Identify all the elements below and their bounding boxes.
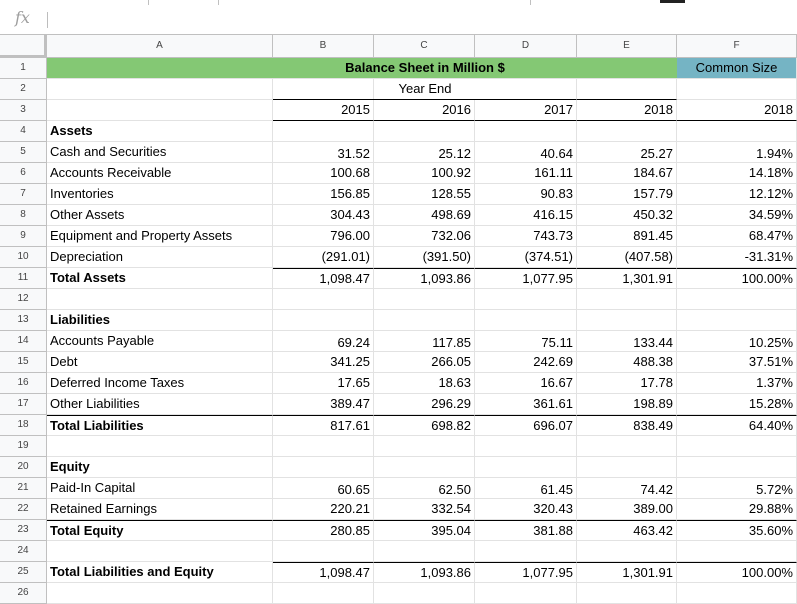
- cell-e4[interactable]: [577, 121, 677, 142]
- cell-e18[interactable]: 838.49: [577, 415, 677, 436]
- cell-a23[interactable]: Total Equity: [47, 520, 273, 541]
- cell-d10[interactable]: (374.51): [475, 247, 577, 268]
- row-header[interactable]: 4: [0, 121, 47, 142]
- cell-c2[interactable]: Year End: [323, 79, 527, 100]
- cell-b9[interactable]: 796.00: [273, 226, 374, 247]
- cell-a24[interactable]: [47, 541, 273, 562]
- cell-a10[interactable]: Depreciation: [47, 247, 273, 268]
- column-header-b[interactable]: B: [273, 35, 374, 58]
- cell-e6[interactable]: 184.67: [577, 163, 677, 184]
- cell-c24[interactable]: [374, 541, 475, 562]
- cell-e3[interactable]: 2018: [577, 100, 677, 121]
- cell-b16[interactable]: 17.65: [273, 373, 374, 394]
- row-header[interactable]: 9: [0, 226, 47, 247]
- cell-b17[interactable]: 389.47: [273, 394, 374, 415]
- text-color-indicator[interactable]: [660, 0, 685, 3]
- cell-a3[interactable]: [47, 100, 273, 121]
- row-header[interactable]: 8: [0, 205, 47, 226]
- cell-b5[interactable]: 31.52: [273, 142, 374, 163]
- cell-e22[interactable]: 389.00: [577, 499, 677, 520]
- cell-d14[interactable]: 75.11: [475, 331, 577, 352]
- cell-d12[interactable]: [475, 289, 577, 310]
- cell-f16[interactable]: 1.37%: [677, 373, 797, 394]
- cell-c22[interactable]: 332.54: [374, 499, 475, 520]
- cell-b19[interactable]: [273, 436, 374, 457]
- cell-f5[interactable]: 1.94%: [677, 142, 797, 163]
- cell-b23[interactable]: 280.85: [273, 520, 374, 541]
- cell-f4[interactable]: [677, 121, 797, 142]
- cell-a20[interactable]: Equity: [47, 457, 273, 478]
- row-header[interactable]: 16: [0, 373, 47, 394]
- cell-a7[interactable]: Inventories: [47, 184, 273, 205]
- row-header[interactable]: 13: [0, 310, 47, 331]
- cell-a13[interactable]: Liabilities: [47, 310, 273, 331]
- cell-e24[interactable]: [577, 541, 677, 562]
- cell-a8[interactable]: Other Assets: [47, 205, 273, 226]
- cell-c12[interactable]: [374, 289, 475, 310]
- cell-c3[interactable]: 2016: [374, 100, 475, 121]
- cell-f2[interactable]: [677, 79, 797, 100]
- cell-a5[interactable]: Cash and Securities: [47, 142, 273, 163]
- cell-c16[interactable]: 18.63: [374, 373, 475, 394]
- cell-b14[interactable]: 69.24: [273, 331, 374, 352]
- cell-d7[interactable]: 90.83: [475, 184, 577, 205]
- cell-e12[interactable]: [577, 289, 677, 310]
- row-header[interactable]: 7: [0, 184, 47, 205]
- fx-icon: fx: [15, 8, 30, 27]
- cell-e19[interactable]: [577, 436, 677, 457]
- cell-f11[interactable]: 100.00%: [677, 268, 797, 289]
- cell-f15[interactable]: 37.51%: [677, 352, 797, 373]
- cell-c17[interactable]: 296.29: [374, 394, 475, 415]
- cell-e25[interactable]: 1,301.91: [577, 562, 677, 583]
- cell-d8[interactable]: 416.15: [475, 205, 577, 226]
- cell-d25[interactable]: 1,077.95: [475, 562, 577, 583]
- cell-e11[interactable]: 1,301.91: [577, 268, 677, 289]
- row-header[interactable]: 24: [0, 541, 47, 562]
- cell-e16[interactable]: 17.78: [577, 373, 677, 394]
- cell-e20[interactable]: [577, 457, 677, 478]
- cell-e2[interactable]: [577, 79, 677, 100]
- cell-e7[interactable]: 157.79: [577, 184, 677, 205]
- cell-b13[interactable]: [273, 310, 374, 331]
- cell-a9[interactable]: Equipment and Property Assets: [47, 226, 273, 247]
- toolbar-separator: [218, 0, 219, 5]
- cell-f17[interactable]: 15.28%: [677, 394, 797, 415]
- cell-f22[interactable]: 29.88%: [677, 499, 797, 520]
- cell-b25[interactable]: 1,098.47: [273, 562, 374, 583]
- cell-f20[interactable]: [677, 457, 797, 478]
- cell-c4[interactable]: [374, 121, 475, 142]
- row-header[interactable]: 14: [0, 331, 47, 352]
- formula-bar: [0, 6, 797, 35]
- cell-f13[interactable]: [677, 310, 797, 331]
- row-header[interactable]: 19: [0, 436, 47, 457]
- formula-input[interactable]: [52, 9, 791, 31]
- cell-b18[interactable]: 817.61: [273, 415, 374, 436]
- cell-c10[interactable]: (391.50): [374, 247, 475, 268]
- cell-f23[interactable]: 35.60%: [677, 520, 797, 541]
- cell-a16[interactable]: Deferred Income Taxes: [47, 373, 273, 394]
- cell-a22[interactable]: Retained Earnings: [47, 499, 273, 520]
- cell-e21[interactable]: 74.42: [577, 478, 677, 499]
- cell-d4[interactable]: [475, 121, 577, 142]
- column-header-c[interactable]: C: [374, 35, 475, 58]
- cell-d18[interactable]: 696.07: [475, 415, 577, 436]
- cell-c21[interactable]: 62.50: [374, 478, 475, 499]
- cell-c15[interactable]: 266.05: [374, 352, 475, 373]
- cell-f25[interactable]: 100.00%: [677, 562, 797, 583]
- cell-a4[interactable]: Assets: [47, 121, 273, 142]
- cell-c11[interactable]: 1,093.86: [374, 268, 475, 289]
- cell-c14[interactable]: 117.85: [374, 331, 475, 352]
- row-header[interactable]: 12: [0, 289, 47, 310]
- cell-d22[interactable]: 320.43: [475, 499, 577, 520]
- row-header[interactable]: 25: [0, 562, 47, 583]
- cell-f1[interactable]: Common Size: [677, 58, 797, 79]
- row-header[interactable]: 23: [0, 520, 47, 541]
- cell-b11[interactable]: 1,098.47: [273, 268, 374, 289]
- cell-f21[interactable]: 5.72%: [677, 478, 797, 499]
- cell-f6[interactable]: 14.18%: [677, 163, 797, 184]
- cell-c8[interactable]: 498.69: [374, 205, 475, 226]
- cell-c25[interactable]: 1,093.86: [374, 562, 475, 583]
- cell-b21[interactable]: 60.65: [273, 478, 374, 499]
- cell-d3[interactable]: 2017: [475, 100, 577, 121]
- row-header[interactable]: 20: [0, 457, 47, 478]
- cell-d20[interactable]: [475, 457, 577, 478]
- row-header[interactable]: 2: [0, 79, 47, 100]
- cell-b12[interactable]: [273, 289, 374, 310]
- cell-d5[interactable]: 40.64: [475, 142, 577, 163]
- cell-b3[interactable]: 2015: [273, 100, 374, 121]
- cell-a19[interactable]: [47, 436, 273, 457]
- row-header[interactable]: 15: [0, 352, 47, 373]
- cell-f7[interactable]: 12.12%: [677, 184, 797, 205]
- cell-d24[interactable]: [475, 541, 577, 562]
- row-header[interactable]: 10: [0, 247, 47, 268]
- cell-f18[interactable]: 64.40%: [677, 415, 797, 436]
- cell-f14[interactable]: 10.25%: [677, 331, 797, 352]
- cell-e23[interactable]: 463.42: [577, 520, 677, 541]
- row-header[interactable]: 6: [0, 163, 47, 184]
- cell-a25[interactable]: Total Liabilities and Equity: [47, 562, 273, 583]
- cell-b22[interactable]: 220.21: [273, 499, 374, 520]
- cell-e14[interactable]: 133.44: [577, 331, 677, 352]
- cell-b10[interactable]: (291.01): [273, 247, 374, 268]
- cell-b20[interactable]: [273, 457, 374, 478]
- toolbar-separator: [148, 0, 149, 5]
- cell-c23[interactable]: 395.04: [374, 520, 475, 541]
- cell-f9[interactable]: 68.47%: [677, 226, 797, 247]
- cell-b15[interactable]: 341.25: [273, 352, 374, 373]
- cell-f24[interactable]: [677, 541, 797, 562]
- cell-b4[interactable]: [273, 121, 374, 142]
- cell-c20[interactable]: [374, 457, 475, 478]
- select-all-corner[interactable]: [0, 35, 47, 58]
- cell-e10[interactable]: (407.58): [577, 247, 677, 268]
- cell-a12[interactable]: [47, 289, 273, 310]
- row-header[interactable]: 11: [0, 268, 47, 289]
- row-header[interactable]: 26: [0, 583, 47, 604]
- cell-f3[interactable]: 2018: [677, 100, 797, 121]
- column-header-f[interactable]: F: [677, 35, 797, 58]
- cell-d15[interactable]: 242.69: [475, 352, 577, 373]
- cell-a17[interactable]: Other Liabilities: [47, 394, 273, 415]
- cell-a15[interactable]: Debt: [47, 352, 273, 373]
- row-header[interactable]: 5: [0, 142, 47, 163]
- cell-f12[interactable]: [677, 289, 797, 310]
- cell-d13[interactable]: [475, 310, 577, 331]
- cell-b6[interactable]: 100.68: [273, 163, 374, 184]
- row-header[interactable]: 21: [0, 478, 47, 499]
- row-header[interactable]: 3: [0, 100, 47, 121]
- column-header-d[interactable]: D: [475, 35, 577, 58]
- cell-c18[interactable]: 698.82: [374, 415, 475, 436]
- cell-d6[interactable]: 161.11: [475, 163, 577, 184]
- row-header[interactable]: 1: [0, 58, 47, 79]
- row-header[interactable]: 18: [0, 415, 47, 436]
- cell-e8[interactable]: 450.32: [577, 205, 677, 226]
- cell-e5[interactable]: 25.27: [577, 142, 677, 163]
- cell-b1[interactable]: Balance Sheet in Million $: [273, 58, 577, 79]
- cell-f10[interactable]: -31.31%: [677, 247, 797, 268]
- column-header-a[interactable]: A: [47, 35, 273, 58]
- column-header-e[interactable]: E: [577, 35, 677, 58]
- cell-a14[interactable]: Accounts Payable: [47, 331, 273, 352]
- cell-a21[interactable]: Paid-In Capital: [47, 478, 273, 499]
- cell-a18[interactable]: Total Liabilities: [47, 415, 273, 436]
- cell-c5[interactable]: 25.12: [374, 142, 475, 163]
- cell-e9[interactable]: 891.45: [577, 226, 677, 247]
- cell-c13[interactable]: [374, 310, 475, 331]
- cell-f8[interactable]: 34.59%: [677, 205, 797, 226]
- cell-e1[interactable]: [577, 58, 677, 79]
- cell-c6[interactable]: 100.92: [374, 163, 475, 184]
- cell-a6[interactable]: Accounts Receivable: [47, 163, 273, 184]
- cell-c19[interactable]: [374, 436, 475, 457]
- cell-b8[interactable]: 304.43: [273, 205, 374, 226]
- cell-a1[interactable]: [47, 58, 273, 79]
- cell-e15[interactable]: 488.38: [577, 352, 677, 373]
- toolbar-separator: [530, 0, 531, 5]
- cell-c9[interactable]: 732.06: [374, 226, 475, 247]
- cell-a2[interactable]: [47, 79, 273, 100]
- cell-d21[interactable]: 61.45: [475, 478, 577, 499]
- cell-f19[interactable]: [677, 436, 797, 457]
- cell-d9[interactable]: 743.73: [475, 226, 577, 247]
- cell-c7[interactable]: 128.55: [374, 184, 475, 205]
- cell-d19[interactable]: [475, 436, 577, 457]
- cell-d17[interactable]: 361.61: [475, 394, 577, 415]
- cell-d11[interactable]: 1,077.95: [475, 268, 577, 289]
- cell-e17[interactable]: 198.89: [577, 394, 677, 415]
- formula-bar-divider: [47, 12, 48, 28]
- row-header[interactable]: 22: [0, 499, 47, 520]
- cell-a11[interactable]: Total Assets: [47, 268, 273, 289]
- row-header[interactable]: 17: [0, 394, 47, 415]
- cell-b7[interactable]: 156.85: [273, 184, 374, 205]
- cell-b24[interactable]: [273, 541, 374, 562]
- cell-e13[interactable]: [577, 310, 677, 331]
- cell-d16[interactable]: 16.67: [475, 373, 577, 394]
- cell-d23[interactable]: 381.88: [475, 520, 577, 541]
